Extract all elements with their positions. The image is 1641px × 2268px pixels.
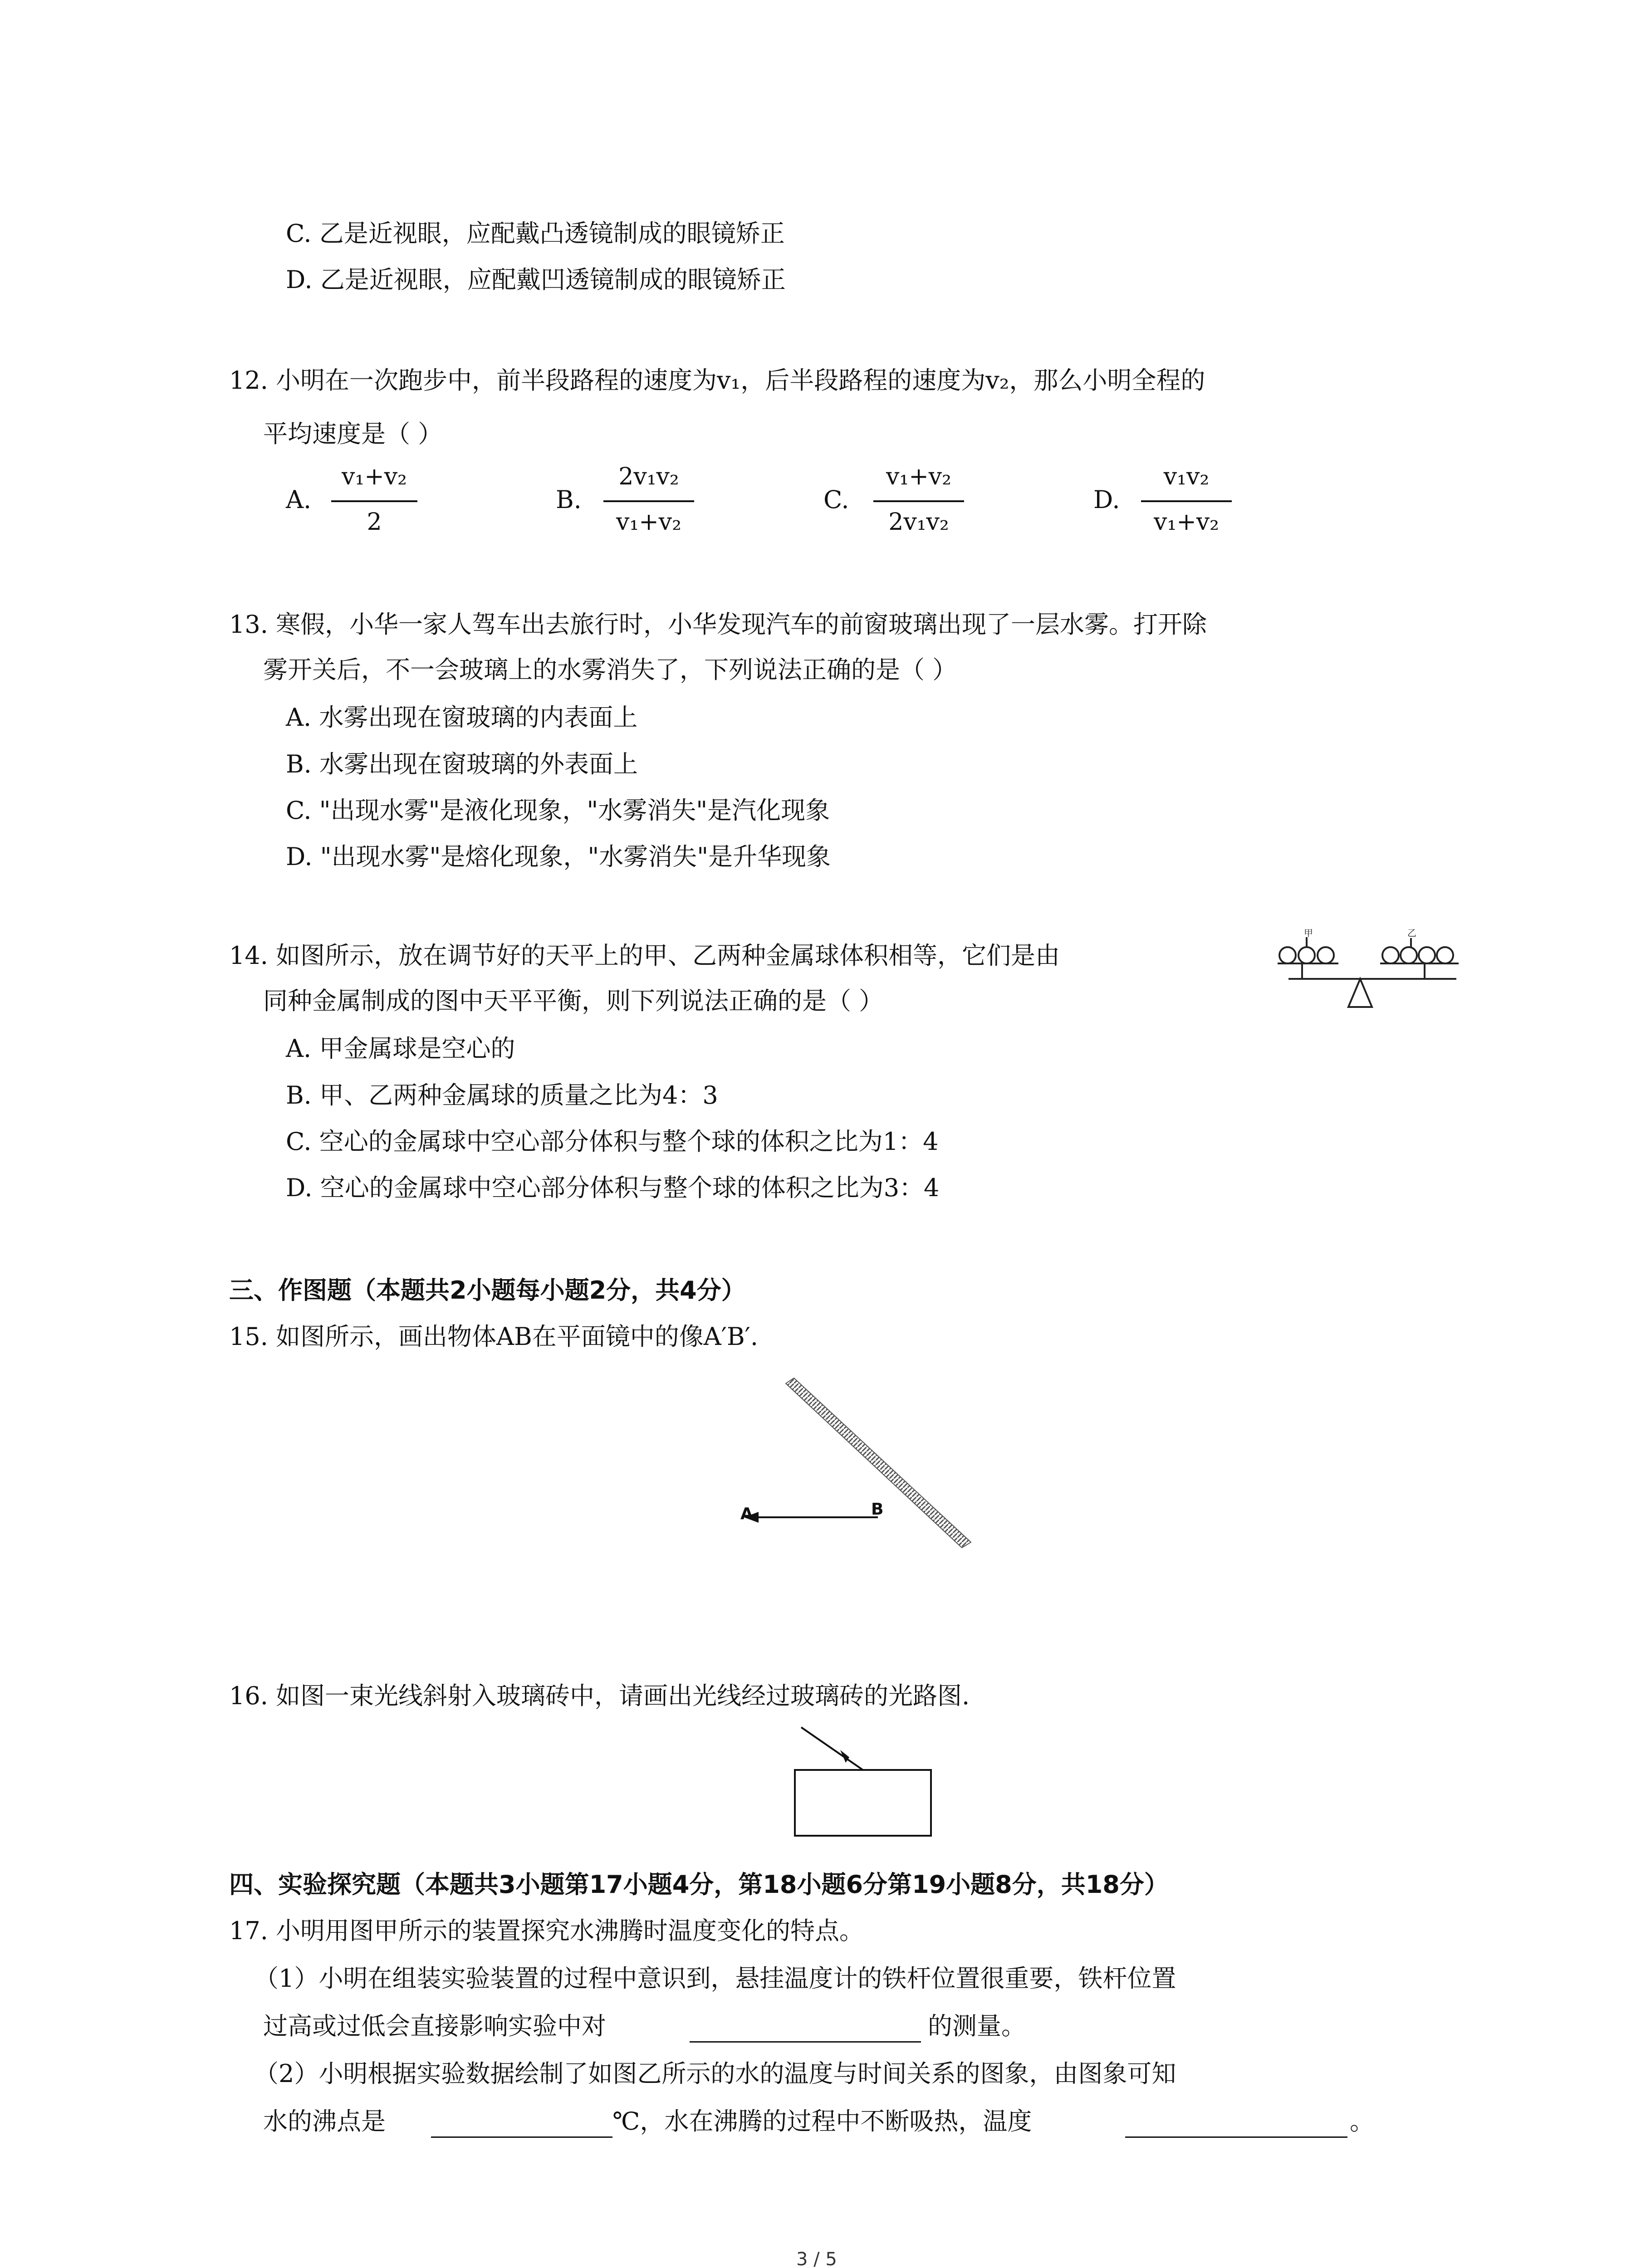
q13-option-d: D. "出现水雾"是熔化现象，"水雾消失"是升华现象: [286, 842, 831, 871]
q17-part1-line1: （1）小明在组装实验装置的过程中意识到，悬挂温度计的铁杆位置很重要，铁杆位置: [254, 1964, 1176, 1993]
label-yi: 乙: [1407, 928, 1416, 938]
q17-part2-line2c: 。: [1350, 2107, 1374, 2136]
ball-yi-3: [1419, 947, 1435, 963]
q12-option-c-fraction: [873, 465, 964, 542]
q12-option-d-letter: D.: [1093, 485, 1120, 514]
q13-option-b: B. 水雾出现在窗玻璃的外表面上: [286, 750, 638, 778]
ray-arrow-head: [840, 1750, 849, 1763]
q12-stem-line1: 12. 小明在一次跑步中，前半段路程的速度为v₁，后半段路程的速度为v₂，那么小明全程的: [229, 366, 1205, 395]
q12-option-d-fraction: [1141, 465, 1232, 542]
q12-option-c-denominator: 2v₁v₂: [888, 508, 949, 536]
q12-option-b-fraction: [603, 465, 694, 542]
q12-stem-line2: 平均速度是（ ）: [263, 420, 443, 448]
fraction-bar: [331, 500, 417, 502]
q12-option-c-letter: C.: [823, 485, 849, 514]
q13-option-c: C. "出现水雾"是液化现象，"水雾消失"是汽化现象: [286, 796, 830, 825]
q12-option-a-fraction: [331, 465, 417, 542]
plane-mirror-figure: [735, 1370, 1007, 1560]
q14-option-a: A. 甲金属球是空心的: [286, 1034, 515, 1063]
glass-brick-figure: [789, 1719, 944, 1851]
ball-yi-2: [1401, 947, 1417, 963]
q17-part2-line2a: 水的沸点是: [263, 2107, 386, 2136]
q17-part1-line2a: 过高或过低会直接影响实验中对: [263, 2012, 606, 2040]
section-3-title: 三、作图题（本题共2小题每小题2分，共4分）: [229, 1276, 746, 1305]
q12-option-d-denominator: v₁+v₂: [1153, 508, 1219, 536]
q13-stem-line2: 雾开关后，不一会玻璃上的水雾消失了，下列说法正确的是（ ）: [263, 655, 957, 684]
q16-stem: 16. 如图一束光线斜射入玻璃砖中，请画出光线经过玻璃砖的光路图.: [229, 1681, 970, 1710]
ball-yi-1: [1382, 947, 1399, 963]
q12-option-b-letter: B.: [556, 485, 582, 514]
point-b-label: B: [871, 1500, 884, 1519]
q12-option-a-denominator: 2: [367, 508, 382, 536]
q17-part1-line2b: 的测量。: [928, 2012, 1026, 2040]
q14-option-c: C. 空心的金属球中空心部分体积与整个球的体积之比为1：4: [286, 1127, 939, 1156]
q17-part2-line2b: ℃，水在沸腾的过程中不断吸热，温度: [612, 2107, 1032, 2136]
q12-option-b-numerator: 2v₁v₂: [618, 463, 679, 490]
q11-option-c: C. 乙是近视眼，应配戴凸透镜制成的眼镜矫正: [286, 219, 785, 248]
q14-option-d: D. 空心的金属球中空心部分体积与整个球的体积之比为3：4: [286, 1173, 940, 1202]
q13-option-a: A. 水雾出现在窗玻璃的内表面上: [286, 703, 638, 732]
point-a-label: A: [740, 1505, 753, 1523]
q15-stem: 15. 如图所示，画出物体AB在平面镜中的像A′B′.: [229, 1322, 759, 1351]
page-number: 3 / 5: [796, 2249, 837, 2268]
q17-blank-1[interactable]: [690, 2041, 921, 2043]
q12-option-d-numerator: v₁v₂: [1163, 463, 1210, 490]
ball-jia-3: [1318, 947, 1334, 963]
q13-stem-line1: 13. 寒假，小华一家人驾车出去旅行时，小华发现汽车的前窗玻璃出现了一层水雾。打开除: [229, 610, 1207, 639]
ball-yi-4: [1437, 947, 1453, 963]
fraction-bar: [873, 500, 964, 502]
q14-stem-line1: 14. 如图所示，放在调节好的天平上的甲、乙两种金属球体积相等，它们是由: [229, 941, 1060, 970]
fraction-bar: [603, 500, 694, 502]
section-4-title: 四、实验探究题（本题共3小题第17小题4分，第18小题6分第19小题8分，共18分）: [229, 1870, 1169, 1899]
incident-ray: [801, 1727, 863, 1770]
q17-part2-line1: （2）小明根据实验数据绘制了如图乙所示的水的温度与时间关系的图象，由图象可知: [254, 2059, 1176, 2088]
q11-option-d: D. 乙是近视眼，应配戴凹透镜制成的眼镜矫正: [286, 265, 786, 294]
balance-scale-figure: [1275, 925, 1465, 1025]
q17-blank-2[interactable]: [431, 2136, 612, 2138]
q12-option-b-denominator: v₁+v₂: [616, 508, 681, 536]
q14-option-b: B. 甲、乙两种金属球的质量之比为4：3: [286, 1081, 718, 1110]
balance-fulcrum: [1348, 979, 1372, 1007]
plane-mirror: [786, 1378, 971, 1548]
q12-option-c-numerator: v₁+v₂: [886, 463, 951, 490]
q17-stem: 17. 小明用图甲所示的装置探究水沸腾时温度变化的特点。: [229, 1916, 864, 1945]
q12-option-a-letter: A.: [286, 485, 312, 514]
q17-blank-3[interactable]: [1125, 2136, 1347, 2138]
ball-jia-2: [1298, 947, 1315, 963]
ball-jia-1: [1279, 947, 1296, 963]
label-jia: 甲: [1304, 928, 1313, 938]
fraction-bar: [1141, 500, 1232, 502]
q14-stem-line2: 同种金属制成的图中天平平衡，则下列说法正确的是（ ）: [263, 987, 884, 1015]
q12-option-a-numerator: v₁+v₂: [341, 463, 407, 490]
glass-brick: [795, 1770, 931, 1836]
